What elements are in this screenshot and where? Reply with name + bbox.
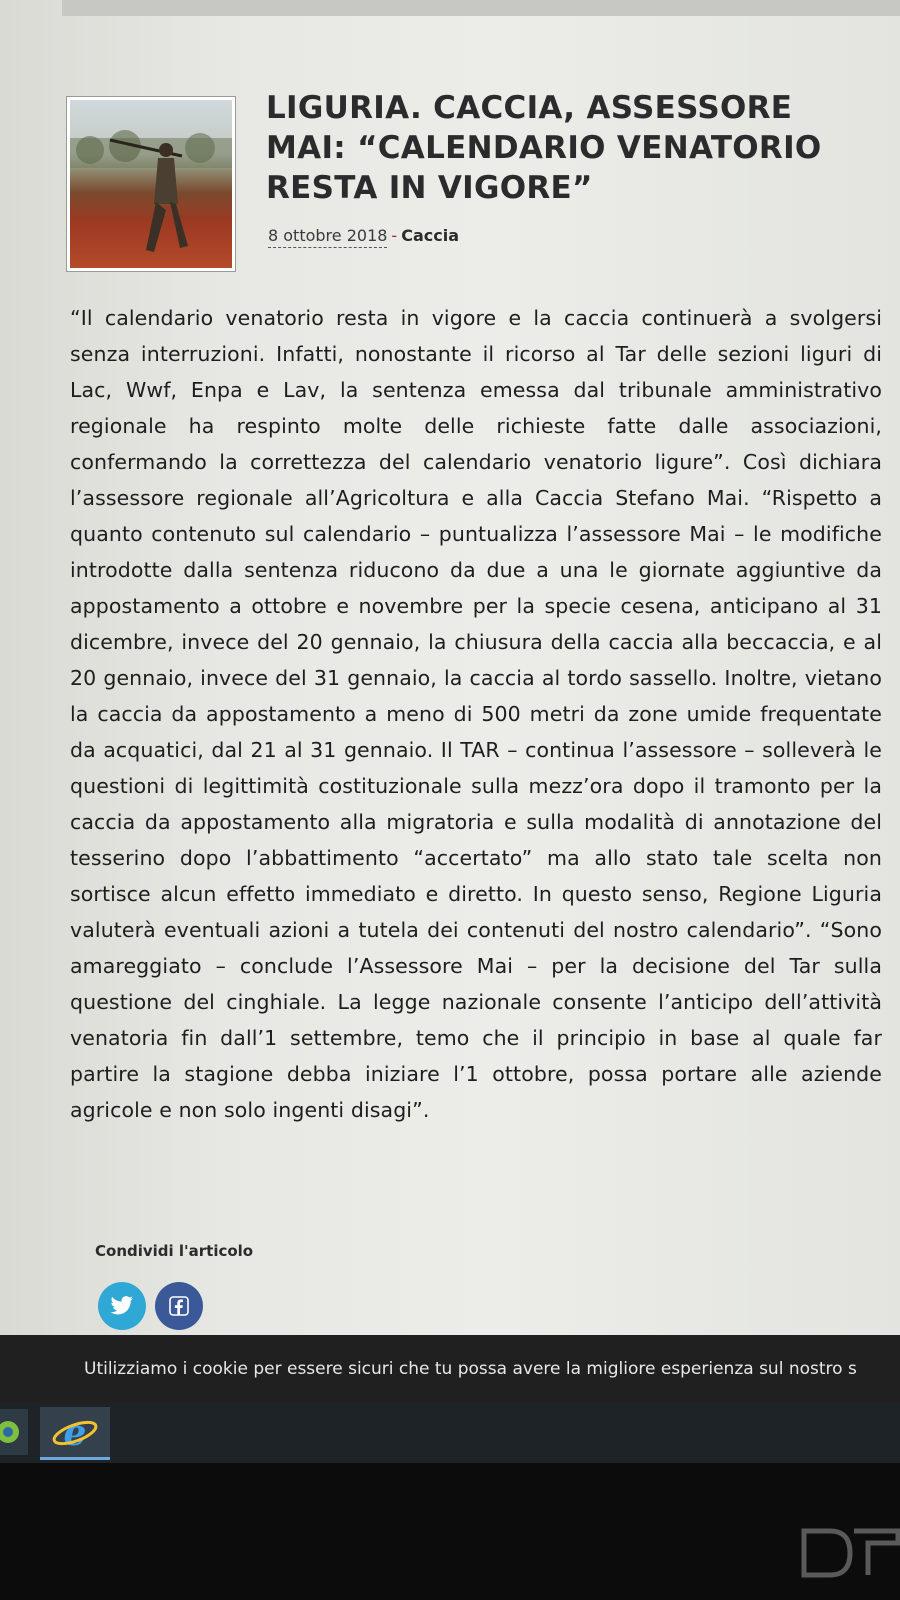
- windows-taskbar: [0, 1403, 900, 1463]
- monitor-bezel: [0, 1463, 900, 1600]
- facebook-icon: [169, 1296, 189, 1316]
- partial-app-icon[interactable]: [0, 1409, 28, 1455]
- twitter-icon: [110, 1296, 134, 1316]
- internet-explorer-taskbar-button[interactable]: [40, 1407, 110, 1460]
- svg-text:e: e: [63, 1412, 87, 1454]
- article-thumbnail[interactable]: [66, 96, 236, 272]
- hunter-photo: [70, 100, 232, 268]
- article-body: “Il calendario venatorio resta in vigore e la caccia continuerà a svolgersi senza interruzioni. Infatti, nonostante il ricorso al Tar delle sezioni liguri di Lac, Wwf, Enpa e Lav, la sentenza emessa dal tribunale amministrativo regionale ha respinto molte delle richieste fatte dalle associazioni, confermando la correttezza del calendario venatorio ligure”. Così dichiara l’assessore regionale all’Agricoltura e alla Caccia Stefano Mai. “Rispetto a quanto contenuto sul calendario – puntualizza l’assessore Mai – le modifiche introdotte dalla sentenza riducono da due a una le giornate aggiuntive da appostamento a ottobre e novembre per la specie cesena, anticipano al 31 dicembre, invece del 20 gennaio, la chiusura della caccia alla beccaccia, e al 20 gennaio, invece del 31 gennaio, la caccia al tordo sassello. Inoltre, vietano la caccia da appostamento a meno di 500 metri da zone umide frequentate da acquatici, dal 21 al 31 gennaio. Il TAR – continua l’assessore – solleverà le questioni di legittimità costituzionale sulla mezz’ora dopo il tramonto per la caccia da appostamento alla migratoria e sulla modalità di annotazione del tesserino dopo l’abbattimento “accertato” ma allo stato tale scelta non sortisce alcun effetto immediato e diretto. In questo senso, Regione Liguria valuterà eventuali azioni a tutela dei contenuti del nostro calendario”. “Sono amareggiato – conclude l’Assessore Mai – per la decisione del Tar sulla questione del cinghiale. La legge nazionale consente l’anticipo dell’attività venatoria fin dall’1 settembre, temo che il principio in base al quale far partire la stagione debba iniziare l’1 ottobre, possa portare alle aziende agricole e non solo ingenti disagi”.: [70, 306, 882, 1122]
- cookie-notice-text: Utilizziamo i cookie per essere sicuri che tu possa avere la migliore esperienza sul nostro s: [84, 1359, 857, 1379]
- article-category[interactable]: Caccia: [401, 226, 459, 245]
- article-meta: [268, 226, 459, 245]
- article-date[interactable]: 8 ottobre 2018: [268, 226, 387, 248]
- facebook-share-button[interactable]: [155, 1282, 203, 1330]
- share-label: Condividi l'articolo: [95, 1242, 254, 1260]
- twitter-share-button[interactable]: [98, 1282, 146, 1330]
- internet-explorer-icon: [40, 1407, 110, 1457]
- monitor-brand-logo: [798, 1523, 900, 1583]
- article-title[interactable]: LIGURIA. CACCIA, ASSESSORE MAI: “CALENDARIO VENATORIO RESTA IN VIGORE”: [266, 90, 822, 206]
- header-strip: [62, 0, 900, 16]
- cookie-notice-bar[interactable]: [0, 1335, 900, 1403]
- meta-separator: -: [391, 226, 398, 245]
